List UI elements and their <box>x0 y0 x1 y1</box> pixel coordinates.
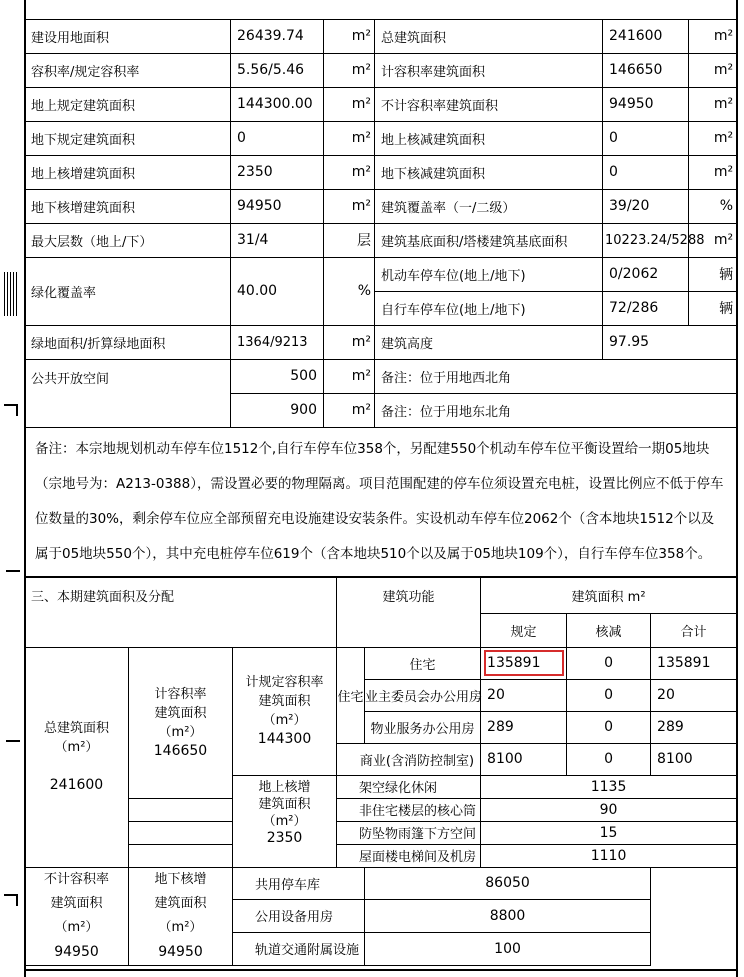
spacer <box>129 844 233 867</box>
area-value: 1135 <box>481 775 737 798</box>
total-value: 135891 <box>651 647 737 679</box>
row-unit: % <box>689 189 737 223</box>
row-value: 5.56/5.46 <box>231 53 324 87</box>
total-value: 289 <box>651 711 737 743</box>
plan-value-highlighted: 135891 <box>481 647 567 679</box>
bjr-area-value: 94950 <box>54 943 99 960</box>
row-unit: m² <box>324 189 375 223</box>
corner-mark <box>4 404 18 416</box>
park-bike-value: 72/286 <box>603 291 689 325</box>
row-value: 31/4 <box>231 223 324 257</box>
row-unit: m² <box>324 19 375 53</box>
row-unit: m² <box>324 53 375 87</box>
table-row <box>25 87 737 121</box>
row-value: 39/20 <box>603 189 689 223</box>
table-row <box>25 155 737 189</box>
function-name: 物业服务办公用房 <box>365 711 481 743</box>
row-label: 地下规定建筑面积 <box>25 121 231 155</box>
row-value: 26439.74 <box>231 19 324 53</box>
function-header: 建筑功能 <box>337 577 481 647</box>
area-value: 15 <box>481 821 737 844</box>
park-bike-unit: 辆 <box>689 291 737 325</box>
bottom-rule <box>24 969 736 971</box>
corner-mark <box>4 894 18 906</box>
table-row <box>25 223 737 257</box>
area-value: 90 <box>481 798 737 821</box>
open-space-value: 500 <box>231 359 324 393</box>
reduce-value: 0 <box>567 711 651 743</box>
row-unit: m² <box>689 155 737 189</box>
residential-group: 住宅 <box>337 647 365 743</box>
row-value: 94950 <box>603 87 689 121</box>
park-bike-label: 自行车停车位(地上/地下) <box>375 291 603 325</box>
area-header: 建筑面积 m² <box>481 577 737 613</box>
hatch-mark <box>4 272 18 316</box>
area-value: 1110 <box>481 844 737 867</box>
bjr-area-cell <box>25 867 129 965</box>
function-name: 共用停车库 <box>233 867 365 900</box>
spacer <box>129 821 233 844</box>
data-sheet <box>24 0 736 966</box>
plan-value: 289 <box>481 711 567 743</box>
area-value: 86050 <box>365 867 651 900</box>
row-value: 97.95 <box>603 325 737 359</box>
col-total: 合计 <box>651 613 737 647</box>
spacer <box>129 798 233 821</box>
row-value: 144300.00 <box>231 87 324 121</box>
row-label: 绿地面积/折算绿地面积 <box>25 325 231 359</box>
area-value: 8800 <box>365 900 651 933</box>
row-label: 最大层数（地上/下） <box>25 223 231 257</box>
gd-area-label: 计规定容积率 建筑面积 （m²） <box>245 675 324 728</box>
function-name: 业主委员会办公用房 <box>365 679 481 711</box>
gd-area-value: 144300 <box>257 731 312 747</box>
jr-area-cell <box>129 647 233 798</box>
function-name: 公用设备用房 <box>233 900 365 933</box>
row-value: 1364/9213 <box>231 325 324 359</box>
open-space-label: 公共开放空间 <box>25 359 231 427</box>
edge-mark <box>6 740 20 742</box>
function-name: 架空绿化休闲 <box>337 775 481 798</box>
total-value: 8100 <box>651 743 737 775</box>
row-unit: m² <box>689 19 737 53</box>
hz-area-label: 地上核增 建筑面积 （m²） <box>258 779 311 829</box>
row-value: 0 <box>603 155 689 189</box>
function-name: 非住宅楼层的核心筒 <box>337 798 481 821</box>
reduce-value: 0 <box>567 647 651 679</box>
reduce-value: 0 <box>567 743 651 775</box>
gd-area-cell <box>233 647 337 775</box>
row-unit: m² <box>324 87 375 121</box>
row-unit: m² <box>324 121 375 155</box>
open-space-value: 900 <box>231 393 324 427</box>
row-label: 总建筑面积 <box>375 19 603 53</box>
park-car-unit: 辆 <box>689 257 737 291</box>
park-car-label: 机动车停车位(地上/地下) <box>375 257 603 291</box>
green-unit: % <box>324 257 375 325</box>
col-plan: 规定 <box>481 613 567 647</box>
table-row <box>25 257 737 291</box>
row-value: 241600 <box>603 19 689 53</box>
open-space-unit: m² <box>324 359 375 393</box>
edge-mark <box>6 570 20 572</box>
open-space-unit: m² <box>324 393 375 427</box>
table-row <box>25 189 737 223</box>
hz-area-value: 2350 <box>266 829 303 846</box>
area-value: 100 <box>365 932 651 965</box>
function-name: 防坠物雨篷下方空间 <box>337 821 481 844</box>
open-space-note: 备注：位于用地东北角 <box>375 393 737 427</box>
row-label: 容积率/规定容积率 <box>25 53 231 87</box>
hz-area-cell <box>233 775 337 867</box>
open-space-note: 备注：位于用地西北角 <box>375 359 737 393</box>
jr-area-label: 计容积率 建筑面积 （m²） <box>154 686 207 740</box>
function-name: 轨道交通附属设施 <box>233 932 365 965</box>
plan-value: 8100 <box>481 743 567 775</box>
green-value: 40.00 <box>231 257 324 325</box>
row-value: 0 <box>231 121 324 155</box>
row-unit: m² <box>689 87 737 121</box>
row-label: 建筑覆盖率（一/二级） <box>375 189 603 223</box>
function-name: 商业(含消防控制室) <box>337 743 481 775</box>
row-label: 地上规定建筑面积 <box>25 87 231 121</box>
row-value: 146650 <box>603 53 689 87</box>
table-row <box>25 53 737 87</box>
remarks: 备注：本宗地规划机动车停车位1512个,自行车停车位358个，另配建550个机动车停车位平衡设置给一期05地块（宗地号为：A213-0388），需设置必要的物理隔离。项目范围配建的停车位须设置充电桩，设置比例应不低于停车位数量的30%，剩余停车位应全部预留充电设施建设安装条件。实设机动车停车位2062个（含本地块1512个以及属于05地块550个），其中充电桩停车位619个（含本地块510个以及属于05地块109个），自行车停车位358个。 <box>25 427 737 576</box>
section-title: 三、本期建筑面积及分配 <box>25 577 337 647</box>
row-label: 地下核增建筑面积 <box>25 189 231 223</box>
bjr-area-label: 不计容积率 建筑面积（m²） <box>43 871 109 935</box>
total-area-value: 241600 <box>49 777 104 793</box>
table-row <box>25 325 737 359</box>
table-row <box>25 121 737 155</box>
total-area-cell <box>25 647 129 867</box>
dxhz-area-cell <box>129 867 233 965</box>
total-area-label: 总建筑面积 <box>43 721 109 736</box>
row-value: 94950 <box>231 189 324 223</box>
function-name: 住宅 <box>365 647 481 679</box>
total-area-unit: （m²） <box>54 740 99 755</box>
row-label: 不计容积率建筑面积 <box>375 87 603 121</box>
row-value: 0 <box>603 121 689 155</box>
row-unit: m² <box>689 121 737 155</box>
row-unit: 层 <box>324 223 375 257</box>
table-row <box>25 359 737 393</box>
dxhz-area-label: 地下核增 建筑面积（m²） <box>154 871 207 935</box>
row-unit: m² <box>324 155 375 189</box>
row-value: 2350 <box>231 155 324 189</box>
green-label: 绿化覆盖率 <box>25 257 231 325</box>
row-label: 建筑基底面积/塔楼建筑基底面积 <box>375 223 603 257</box>
row-label: 地上核增建筑面积 <box>25 155 231 189</box>
row-label: 建筑高度 <box>375 325 603 359</box>
dxhz-area-value: 94950 <box>158 943 203 960</box>
col-reduce: 核减 <box>567 613 651 647</box>
plan-value: 20 <box>481 679 567 711</box>
row-value: 10223.24/5288 <box>603 223 689 257</box>
total-value: 20 <box>651 679 737 711</box>
jr-area-value: 146650 <box>153 742 208 759</box>
row-unit: m² <box>324 325 375 359</box>
row-unit: m² <box>689 223 737 257</box>
row-unit: m² <box>689 53 737 87</box>
allocation-table <box>24 577 737 966</box>
row-label: 计容积率建筑面积 <box>375 53 603 87</box>
row-label: 地上核减建筑面积 <box>375 121 603 155</box>
row-label: 地下核减建筑面积 <box>375 155 603 189</box>
park-car-value: 0/2062 <box>603 257 689 291</box>
summary-table <box>24 0 737 577</box>
function-name: 屋面楼电梯间及机房 <box>337 844 481 867</box>
reduce-value: 0 <box>567 679 651 711</box>
row-label: 建设用地面积 <box>25 19 231 53</box>
table-row <box>25 19 737 53</box>
